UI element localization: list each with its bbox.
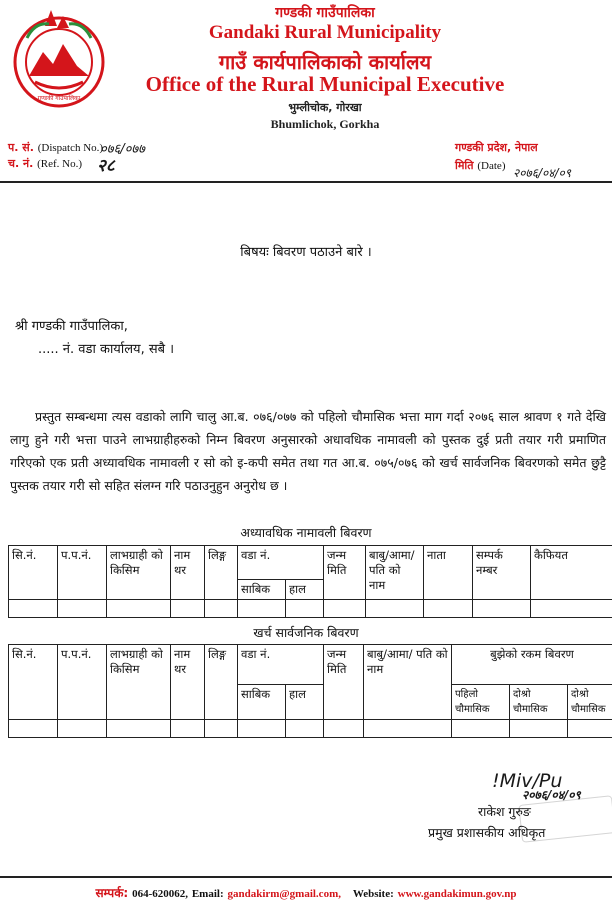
logo-text: गण्डकी गाउँपालिका (37, 95, 81, 102)
date-label-en: (Date) (477, 160, 506, 172)
addressee-line-2: ..... नं. वडा कार्यालय, सबै । (38, 342, 175, 357)
table2-caption: खर्च सार्वजनिक बिवरण (253, 625, 359, 640)
footer-contact: सम्पर्क: 064-620062, Email: gandakirm@gmail.com, Website: www.gandakimun.gov.np (95, 886, 517, 900)
t1-header-sn: सि.नं. (9, 546, 58, 600)
dispatch-number (8, 140, 103, 155)
t2-header-first-term: पहिलो चौमासिक (452, 685, 510, 720)
table-row (9, 600, 612, 618)
table-updated-register (8, 545, 612, 618)
header-np-address: भुम्लीचोक, गोरखा (288, 101, 362, 114)
t2-header-sn: सि.नं. (9, 645, 58, 720)
t2-header-name: नाम थर (171, 645, 205, 720)
header-en-name: Gandaki Rural Municipality (208, 22, 442, 43)
table1-caption: अध्यावधिक नामावली बिवरण (240, 525, 372, 540)
t1-header-beneficiary-type: लाभग्राही को किसिम (107, 546, 171, 600)
t1-header-ward-old: साबिक (238, 580, 286, 600)
t1-header-pp: प.प.नं. (58, 546, 107, 600)
t2-header-guardian: बाबु/आमा/ पति को नाम (364, 645, 452, 720)
ref-number (8, 156, 82, 171)
ref-label-en: (Ref. No.) (37, 158, 83, 170)
t2-header-ward: वडा नं. (238, 645, 324, 685)
t1-header-dob: जन्म मिति (324, 546, 366, 600)
t2-header-amount: बुझेको रकम बिवरण (452, 645, 612, 685)
dispatch-value: ०७६/०७७ (100, 142, 145, 157)
footer-email-label: Email: (191, 888, 224, 900)
dispatch-label-np: प. सं. (8, 141, 34, 154)
header-np-office: गाउँ कार्यपालिकाको कार्यालय (218, 50, 432, 74)
table-row (9, 720, 612, 738)
signatory-title: प्रमुख प्रशासकीय अधिकृत (428, 825, 546, 840)
footer-phone: 064-620062, (132, 888, 188, 900)
date-value: २०७६/०४/०९ (513, 166, 572, 180)
t2-header-dob: जन्म मिति (324, 645, 364, 720)
t1-header-remarks: कैफियत (531, 546, 612, 600)
t2-header-ward-old: साबिक (238, 685, 286, 720)
header-en-office: Office of the Rural Municipal Executive (145, 72, 505, 96)
municipality-logo (5, 6, 113, 114)
t1-header-ward-current: हाल (286, 580, 324, 600)
ref-value: २८ (97, 156, 115, 176)
province: गण्डकी प्रदेश, नेपाल (455, 141, 538, 154)
t2-header-gender: लिङ्ग (205, 645, 238, 720)
header-np-name: गण्डकी गाउँपालिका (275, 5, 375, 21)
t1-header-ward: वडा नं. (238, 546, 324, 580)
footer-email[interactable]: gandakirm@gmail.com, (227, 888, 341, 900)
t2-header-second-term: दोश्रो चौमासिक (510, 685, 568, 720)
header-divider (0, 181, 612, 183)
ref-label-np: च. नं. (8, 157, 34, 170)
t1-header-guardian: बाबु/आमा/पति को नाम (366, 546, 424, 600)
t1-header-contact: सम्पर्क नम्बर (473, 546, 531, 600)
t2-header-ward-current: हाल (286, 685, 324, 720)
table-public-expense (8, 644, 612, 738)
t2-header-second-term-b: दोश्रो चौमासिक (568, 685, 612, 720)
footer-contact-label: सम्पर्क (95, 886, 124, 900)
header-en-address: Bhumlichok, Gorkha (270, 117, 380, 131)
subject-line: बिषयः बिवरण पठाउने बारे । (240, 245, 372, 260)
body-paragraph: प्रस्तुत सम्बन्धमा त्यस वडाको लागि चालु आ.ब. ०७६/०७७ को पहिलो चौमासिक भत्ता माग गर्दा २०७६ साल श्रावण १ गते देखि लागु हुने गरी भत्ता पाउने लाभग्राहीहरुको निम्न बिवरण अनुसारको अधावधिक नामावली को पुस्तक दुई प्रती तयार गरी प्रमाणित गरिएको एक प्रती अध्यावधिक नामावली र सो को इ-कपी समेत तथा गत आ.ब. ०७५/०७६ को खर्च सार्वजनिक बिवरणको समेत छुट्टै पुस्तक तयार गरी सो सहित संलग्न गरि पठाउनुहुन अनुरोध छ । (10, 409, 606, 493)
t2-header-beneficiary-type: लाभग्राही को किसिम (107, 645, 171, 720)
footer-divider (0, 876, 612, 878)
footer-website[interactable]: www.gandakimun.gov.np (397, 888, 517, 900)
signature-scribble: !Miv/Pu (492, 770, 563, 792)
dispatch-label-en: (Dispatch No.) (37, 142, 104, 154)
signature-date: २०७६/०४/०९ (522, 788, 581, 802)
t2-header-pp: प.प.नं. (58, 645, 107, 720)
signatory-name: राकेश गुरुङ (478, 804, 531, 819)
addressee-line-1: श्री गण्डकी गाउँपालिका, (15, 319, 128, 334)
date-field (455, 158, 505, 173)
footer-website-label: Website: (352, 888, 394, 900)
date-label-np: मिति (455, 159, 474, 172)
t1-header-name: नाम थर (171, 546, 205, 600)
t1-header-gender: लिङ्ग (205, 546, 238, 600)
t1-header-relation: नाता (424, 546, 473, 600)
